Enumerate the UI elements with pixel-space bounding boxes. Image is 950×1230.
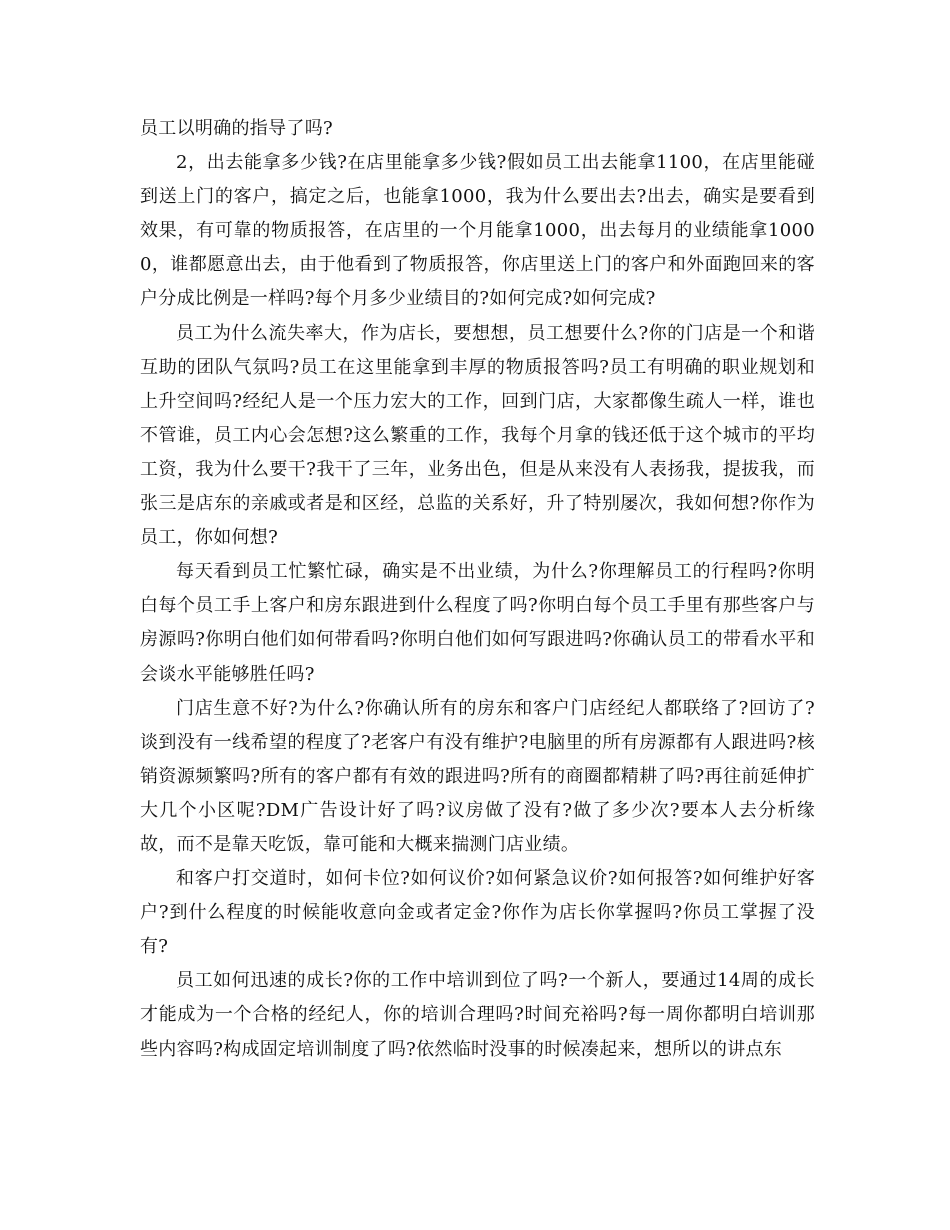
paragraph-7: 员工如何迅速的成长?你的工作中培训到位了吗?一个新人，要通过14周的成长才能成为一个合格的经纪人，你的培训合理吗?时间充裕吗?每一周你都明白培训那些内容吗?构成固定培训制度了吗?依然临时没事的时候凑起来，想所以的讲点东 [140, 970, 815, 1060]
paragraph-1: 员工以明确的指导了吗? [140, 118, 333, 139]
paragraph-3: 员工为什么流失率大，作为店长，要想想，员工想要什么?你的门店是一个和谐互助的团队气氛吗?员工在这里能拿到丰厚的物质报答吗?员工有明确的职业规划和上升空间吗?经纪人是一个压力宏大的工作，回到门店，大家都像生疏人一样，谁也不管谁，员工内心会怎想?这么繁重的工作，我每个月拿的钱还低于这个城市的平均工资，我为什么要干?我干了三年，业务出色，但是从来没有人表扬我，提拔我，而张三是店东的亲戚或者是和区经，总监的关系好，升了特别屡次，我如何想?你作为员工，你如何想? [140, 322, 815, 549]
paragraph-6: 和客户打交道时，如何卡位?如何议价?如何紧急议价?如何报答?如何维护好客户?到什么程度的时候能收意向金或者定金?你作为店长你掌握吗?你员工掌握了没有? [140, 868, 815, 958]
document-body [140, 112, 815, 1067]
paragraph-5: 门店生意不好?为什么?你确认所有的房东和客户门店经纪人都联络了?回访了?谈到没有一线希望的程度了?老客户有没有维护?电脑里的所有房源都有人跟进吗?核销资源频繁吗?所有的客户都有有效的跟进吗?所有的商圈都精耕了吗?再往前延伸扩大几个小区呢?DM广告设计好了吗?议房做了没有?做了多少次?要本人去分析缘故，而不是靠天吃饭，靠可能和大概来揣测门店业绩。 [140, 697, 815, 855]
paragraph-2: 2，出去能拿多少钱?在店里能拿多少钱?假如员工出去能拿1100，在店里能碰到送上门的客户，搞定之后，也能拿1000，我为什么要出去?出去，确实是要看到效果，有可靠的物质报答，在店里的一个月能拿1000，出去每月的业绩能拿10000，谁都愿意出去，由于他看到了物质报答，你店里送上门的客户和外面跑回来的客户分成比例是一样吗?每个月多少业绩目的?如何完成?如何完成? [140, 152, 815, 310]
paragraph-4: 每天看到员工忙繁忙碌，确实是不出业绩，为什么?你理解员工的行程吗?你明白每个员工手上客户和房东跟进到什么程度了吗?你明白每个员工手里有那些客户与房源吗?你明白他们如何带看吗?你明白他们如何写跟进吗?你确认员工的带看水平和会谈水平能够胜任吗? [140, 561, 815, 685]
